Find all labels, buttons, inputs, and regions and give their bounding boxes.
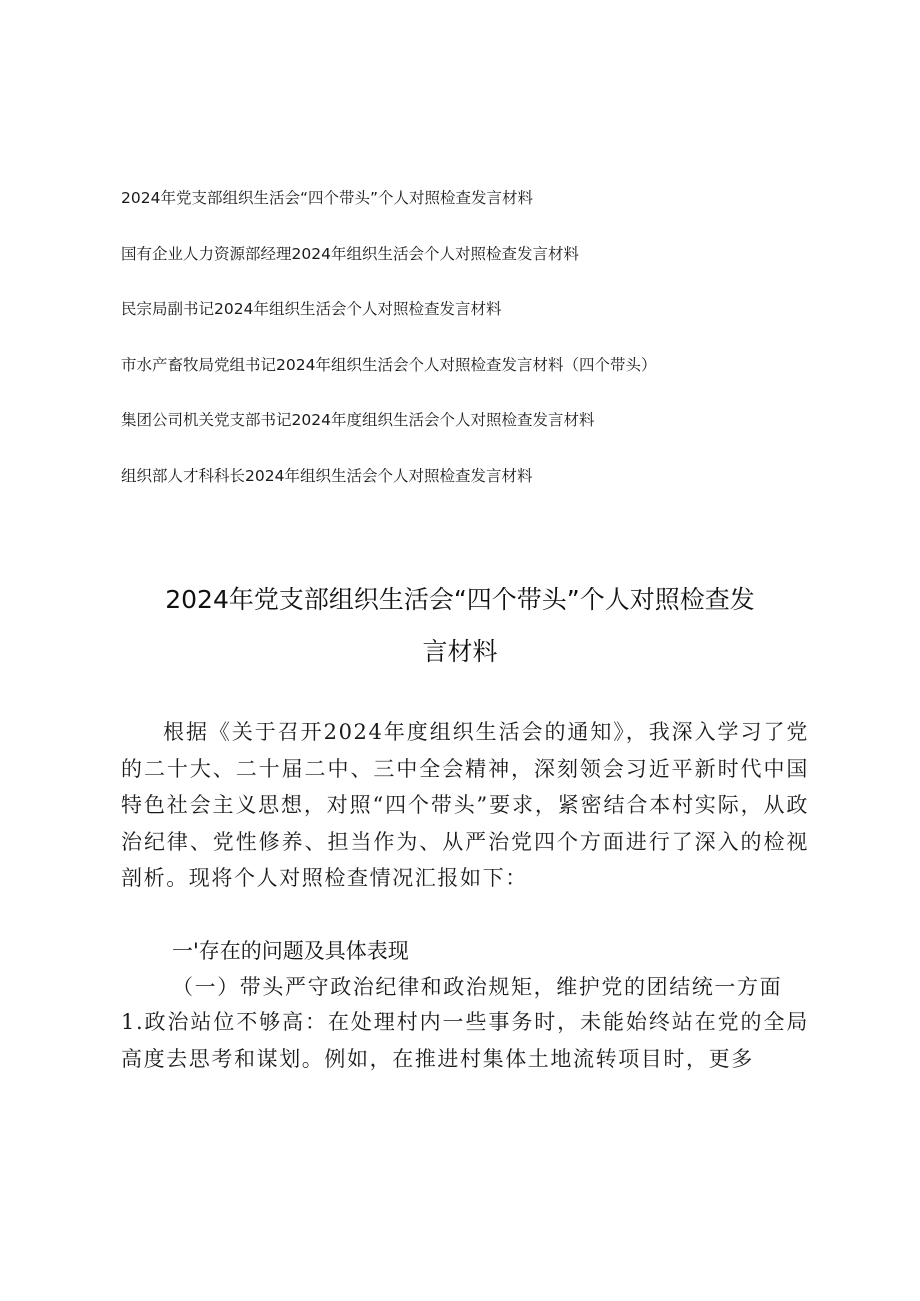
sub-heading: （一）带头严守政治纪律和政治规矩，维护党的团结统一方面 [172,975,783,999]
toc-item: 民宗局副书记2024年组织生活会个人对照检查发言材料 [121,300,502,318]
document-title-line-2: 言材料 [422,637,498,666]
item-paragraph: 1.政治站位不够高：在处理村内一些事务时，未能始终站在党的全局高度去思考和谋划。例如，在推进村集体土地流转项目时，更多 [121,1010,809,1071]
document-title-line-1: 2024年党支部组织生活会“四个带头”个人对照检查发 [165,585,755,614]
section-heading: 一'存在的问题及具体表现 [172,939,409,963]
document-title [100,574,820,678]
document-body [121,714,809,897]
table-of-contents [121,188,841,521]
toc-item: 国有企业人力资源部经理2024年组织生活会个人对照检查发言材料 [121,244,579,263]
intro-paragraph: 根据《关于召开2024年度组织生活会的通知》，我深入学习了党的二十大、二十届二中、三中全会精神，深刻领会习近平新时代中国特色社会主义思想，对照“四个带头”要求，紧密结合本村实际，从政治纪律、党性修养、担当作为、从严治党四个方面进行了深入的检视剖析。现将个人对照检查情况汇报如下： [121,720,809,890]
toc-item: 市水产畜牧局党组书记2024年组织生活会个人对照检查发言材料（四个带头） [121,355,657,374]
toc-item: 组织部人才科科长2024年组织生活会个人对照检查发言材料 [121,466,533,485]
toc-item: 集团公司机关党支部书记2024年度组织生活会个人对照检查发言材料 [121,411,595,429]
toc-item: 2024年党支部组织生活会“四个带头”个人对照检查发言材料 [121,189,534,207]
